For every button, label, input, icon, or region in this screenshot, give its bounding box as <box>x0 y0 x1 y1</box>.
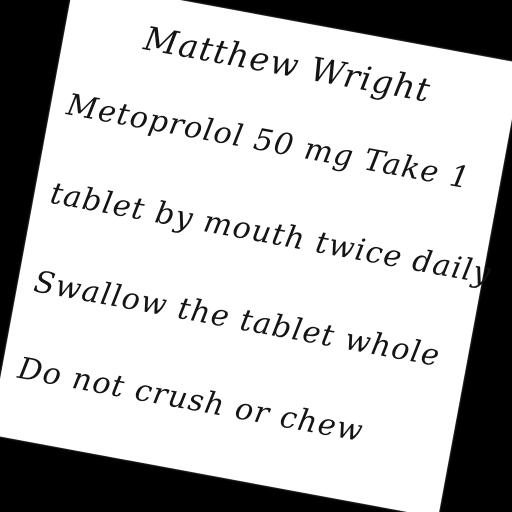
instruction-line-warning: Do not crush or chew <box>15 350 367 450</box>
instruction-line-swallow: Swallow the tablet whole <box>31 264 444 375</box>
instruction-line-medication: Metoprolol 50 mg Take 1 <box>63 87 474 197</box>
instruction-line-dosage: tablet by mouth twice daily <box>47 175 495 292</box>
patient-name: Matthew Wright <box>141 18 435 110</box>
